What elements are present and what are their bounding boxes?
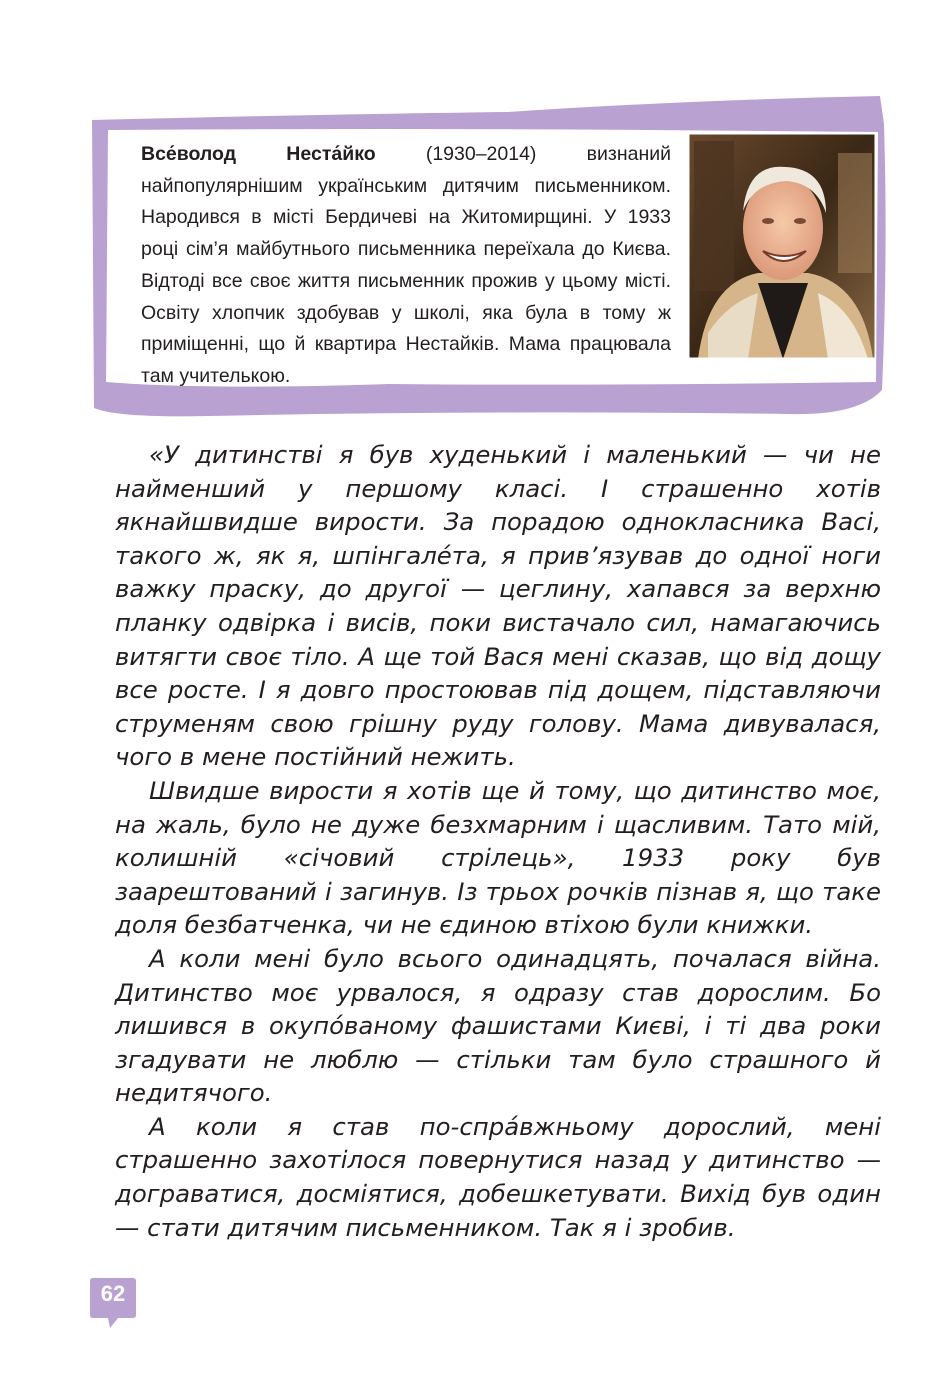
author-quote: [115, 438, 881, 1244]
quote-paragraph-2: Швидше вирости я хотів ще й тому, що дитинство моє, на жаль, було не дуже безхмарним і щасливим. Тато мій, колишній «січовий стрілець», 1933 року був заарештований і загинув. Із трьох рочків пізнав я, що таке доля безбатченка, чи не єдиною втіхою були книжки.: [115, 775, 881, 940]
page-number: 62: [100, 1281, 126, 1306]
quote-paragraph-3: А коли мені було всього одинадцять, почалася війна. Дитинство моє урвалося, я одразу став дорослим. Бо лишився в окупо́ваному фашистами Києві, і ті два роки згадувати не люблю — стільки там було страшного й недитячого.: [115, 943, 881, 1108]
author-bio: [141, 139, 671, 393]
author-name: Все́волод Неста́йко: [141, 143, 376, 165]
quote-paragraph-4: А коли я став по-спра́вжньому дорослий, мені страшенно захотілося повернутися назад у дитинство — дограватися, досміятися, добешкетувати. Вихід був один — стати дитячим письменником. Так я і зробив.: [115, 1111, 881, 1242]
quote-paragraph-1: «У дитинстві я був худенький і маленький — чи не найменший у першому класі. І страшенно хотів якнайшвидше вирости. За порадою однокласника Васі, такого ж, як я, шпінгале́та, я прив’язував до одної ноги важку праску, до другої — цеглину, хапався за верхню планку одвірка і висів, поки вистачало сил, намагаючись витягти своє тіло. А ще той Вася мені сказав, що від дощу все росте. І я довго простоював під дощем, підставляючи струменям свою грішну руду голову. Мама дивувалася, чого в мене постійний нежить.: [115, 440, 881, 772]
author-portrait-photo: [688, 133, 876, 359]
bio-text: (1930–2014) визнаний найпопулярнішим українським дитячим письменником. Народився в місті Бердичеві на Житомирщині. У 1933 році сім’я майбутнього письменника переїхала до Києва. Відтоді все своє життя письменник прожив у цьому місті. Освіту хлопчик здобував у школі, яка була в тому ж приміщенні, що й квартира Нестайків. Мама працювала там учителькою.: [141, 143, 671, 387]
